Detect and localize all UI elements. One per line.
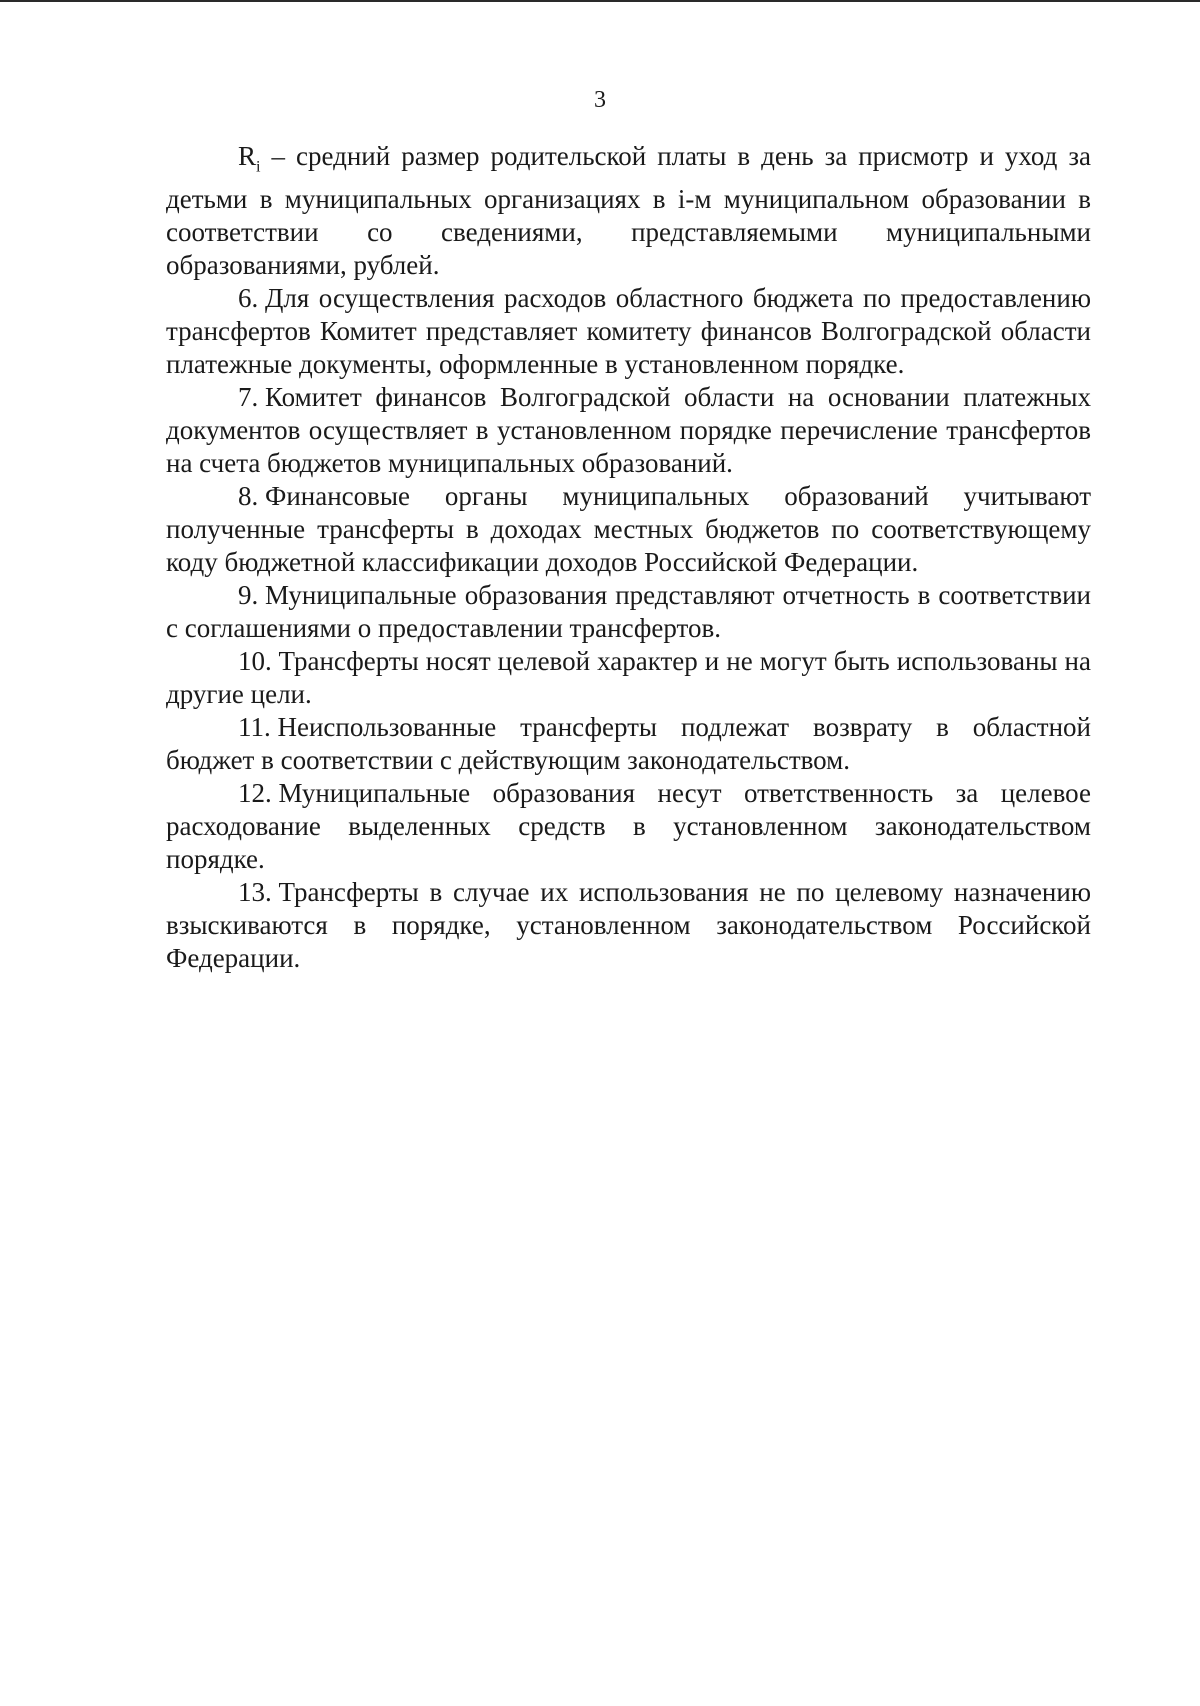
paragraph-text: Муниципальные образования несут ответственность за целевое расходование выделенных средств в установленном законодательством порядке. — [166, 778, 1091, 875]
paragraph-13 — [166, 876, 1091, 975]
paragraph-text: Комитет финансов Волгоградской области на основании платежных документов осуществляет в установленном порядке перечисление трансфертов на счета бюджетов муниципальных образований. — [166, 382, 1091, 479]
paragraph-9 — [166, 579, 1091, 645]
paragraph-number: 13. — [238, 877, 272, 908]
paragraph-text: Трансферты носят целевой характер и не могут быть использованы на другие цели. — [166, 646, 1091, 710]
paragraph-number: 12. — [238, 778, 272, 809]
paragraph-6 — [166, 282, 1091, 381]
page-top-edge — [0, 0, 1200, 2]
paragraph-ri-definition — [166, 140, 1091, 282]
paragraph-number: 8. — [238, 481, 259, 512]
paragraph-number: 6. — [238, 283, 259, 314]
paragraph-8 — [166, 480, 1091, 579]
paragraph-number: 9. — [238, 580, 259, 611]
paragraph-text: Финансовые органы муниципальных образований учитывают полученные трансферты в доходах местных бюджетов по соответствующему коду бюджетной классификации доходов Российской Федерации. — [166, 481, 1091, 578]
paragraph-text: – средний размер родительской платы в день за присмотр и уход за детьми в муниципальных организациях в i-м муниципальном образовании в соответствии со сведениями, представляемыми муниципальными образованиями, рублей. — [166, 141, 1091, 281]
paragraph-11 — [166, 711, 1091, 777]
paragraph-number: 10. — [238, 646, 272, 677]
paragraph-12 — [166, 777, 1091, 876]
paragraph-number: 7. — [238, 382, 259, 413]
variable-subscript: i — [256, 157, 261, 176]
paragraph-text: Неиспользованные трансферты подлежат возврату в областной бюджет в соответствии с действующим законодательством. — [166, 712, 1091, 776]
page-number: 3 — [594, 87, 606, 113]
variable-symbol: R — [238, 141, 257, 171]
paragraph-text: Для осуществления расходов областного бюджета по предоставлению трансфертов Комитет представляет комитету финансов Волгоградской области платежные документы, оформленные в установленном порядке. — [166, 283, 1091, 380]
paragraph-10 — [166, 645, 1091, 711]
document-body — [166, 140, 1091, 975]
paragraph-text: Трансферты в случае их использования не по целевому назначению взыскиваются в порядке, установленном законодательством Российской Федерации. — [166, 877, 1091, 974]
paragraph-text: Муниципальные образования представляют отчетность в соответствии с соглашениями о предоставлении трансфертов. — [166, 580, 1091, 644]
paragraph-number: 11. — [238, 712, 271, 743]
paragraph-7 — [166, 381, 1091, 480]
